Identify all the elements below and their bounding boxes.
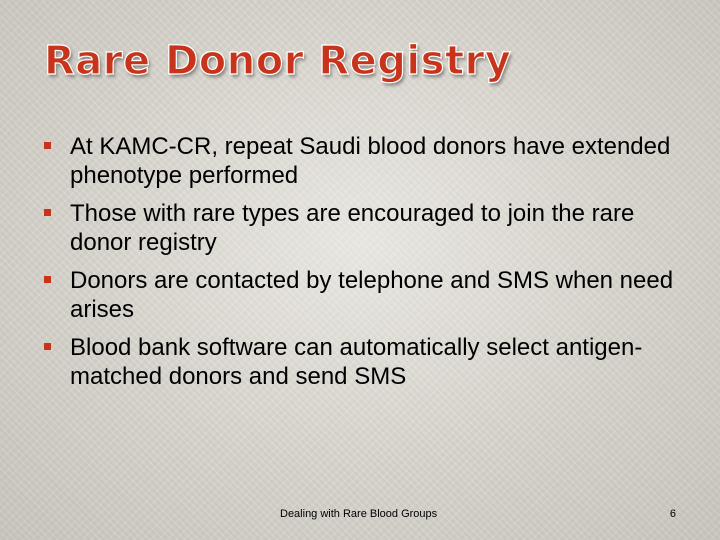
square-bullet-icon (44, 142, 51, 149)
bullet-text: Blood bank software can automatically select antigen-matched donors and send SMS (70, 334, 643, 390)
slide-footer: Dealing with Rare Blood Groups (280, 508, 438, 520)
bullet-text: Those with rare types are encouraged to join the rare donor registry (70, 200, 635, 256)
square-bullet-icon (44, 343, 51, 350)
bullet-item (44, 199, 684, 257)
slide-page-number: 6 (669, 508, 676, 520)
square-bullet-icon (44, 209, 51, 216)
bullet-text: At KAMC-CR, repeat Saudi blood donors have extended phenotype performed (70, 133, 671, 189)
bullet-text: Donors are contacted by telephone and SMS when need arises (70, 267, 674, 323)
square-bullet-icon (44, 276, 51, 283)
bullet-item (44, 333, 684, 391)
bullet-item (44, 132, 684, 190)
bullet-list (44, 132, 684, 400)
bullet-item (44, 266, 684, 324)
slide-title: Rare Donor Registry (44, 38, 512, 84)
